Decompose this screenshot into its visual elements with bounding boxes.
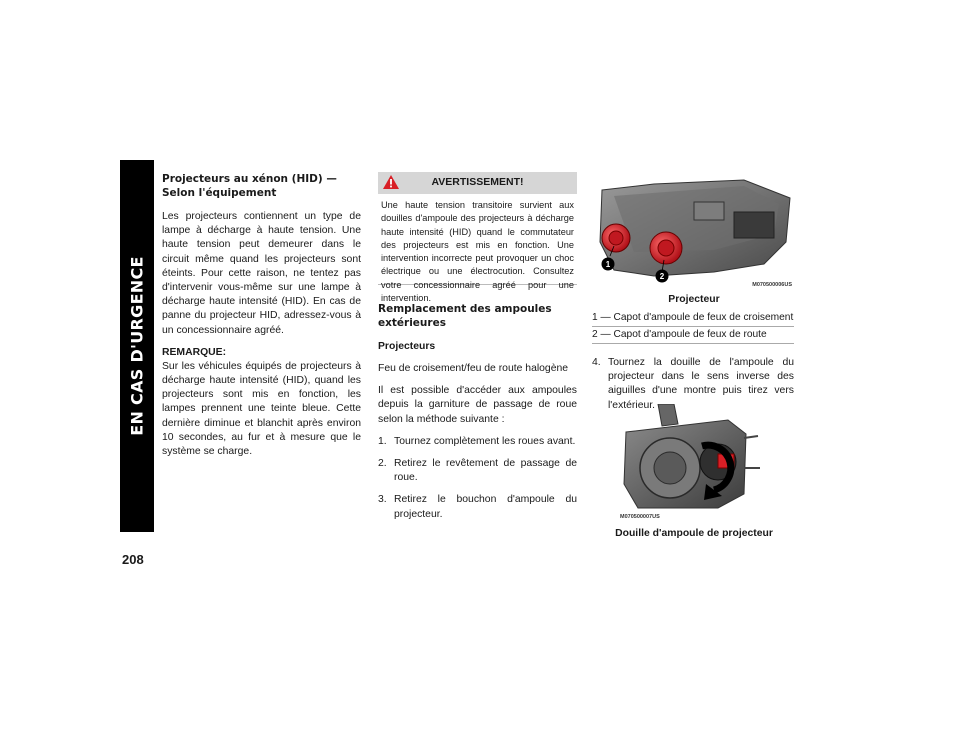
halogen-line: Feu de croisement/feu de route halogène [378,363,569,374]
note-text: Sur les véhicules équipés de projecteurs à décharge haute intensité (HID), quand les projecteurs sont mis en fonction, les lampes prennent une teinte bleue. Cette dernière diminue et blanchit après environ 10 secondes, au fur et à mesure que le système se charge. [162,360,361,458]
step-item: 1. Tournez complètement les roues avant. [378,435,576,447]
steps-list [378,435,577,522]
figure-code: M070500006US [752,282,792,288]
headlamp-illustration [594,172,794,290]
legend-item: 1 — Capot d'ampoule de feux de croisement [592,310,794,327]
warning-box [378,172,577,304]
access-paragraph: Il est possible d'accéder aux ampoules depuis la garniture de passage de roue selon la méthode suivante : [378,385,577,425]
section-heading-exterior-bulbs: Remplacement des ampoules extérieures [378,303,552,329]
figure-caption-socket: Douille d'ampoule de projecteur [615,528,773,539]
figure-caption-projecteur: Projecteur [668,294,720,305]
column-2 [378,302,577,530]
socket-figure [618,404,768,520]
step-item: 3. Retirez le bouchon d'ampoule du projecteur. [378,494,577,520]
step-item: 4. Tournez la douille de l'ampoule du projecteur dans le sens inverse des aiguilles d'une montre puis tirez vers l'extérieur. [592,357,794,411]
section-heading-hid: Projecteurs au xénon (HID) — Selon l'équipement [162,173,337,199]
figure-code: M070500007US [620,514,660,520]
svg-text:2: 2 [659,272,665,281]
step-item: 2. Retirez le revêtement de passage de roue. [378,458,577,484]
hid-paragraph: Les projecteurs contiennent un type de lampe à décharge à haute tension. Une haute tension peut demeurer dans le circuit même quand les projecteurs sont éteints. Pour cette raison, ne tentez pas d'intervenir vous-même sur une lampe à décharge haute intensité (HID). En cas de panne du projecteur HID, adressez-vous à un concessionnaire agréé. [162,211,361,336]
headlamp-figure [594,172,794,290]
column-1 [162,172,361,467]
page-number: 208 [122,552,144,567]
figure-legend [592,310,794,344]
socket-illustration [618,404,790,514]
svg-text:1: 1 [605,260,611,269]
chapter-side-tab [120,160,154,532]
chapter-title: EN CAS D'URGENCE [127,256,147,436]
warning-title: AVERTISSEMENT! [431,176,524,188]
warning-text: Une haute tension transitoire survient aux douilles d'ampoule des projecteurs à décharge haute intensité (HID) quand le commutateur des projecteurs est mis en fonction. Une intervention incorrecte peut provoquer un choc électrique ou une électrocution. Consultez votre concessionnaire agréé pour une intervention. [381,200,574,304]
note-label: REMARQUE: [162,346,227,358]
legend-item: 2 — Capot d'ampoule de feux de route [592,327,794,344]
warning-header [378,172,577,194]
subheading-projecteurs: Projecteurs [378,341,436,352]
